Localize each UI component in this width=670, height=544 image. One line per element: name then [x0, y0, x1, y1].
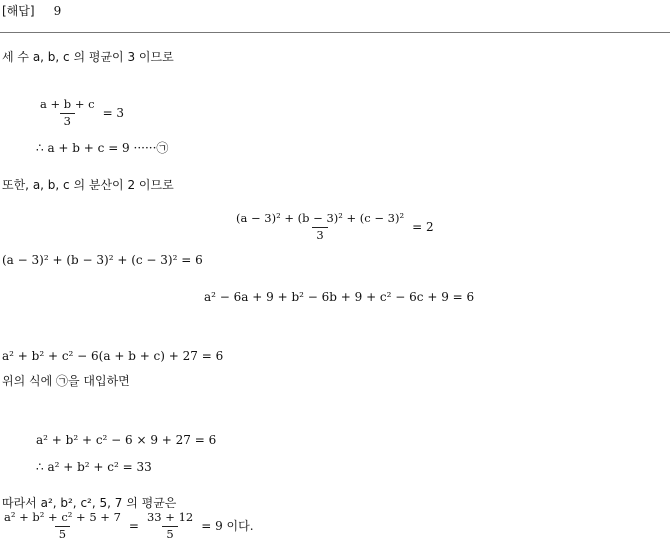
sum-of-squares-result: ∴ a² + b² + c² = 33 [36, 460, 152, 474]
mean-rhs: = 3 [102, 106, 125, 120]
intro-final-text: 따라서 a², b², c², 5, 7 의 평균은 [2, 496, 177, 510]
variance-equation [232, 213, 434, 241]
final-tail: = 9 이다. [201, 519, 254, 533]
mean-equation [36, 99, 124, 127]
sum-equation: ∴ a + b + c = 9 ······㉠ [36, 141, 169, 155]
final-equals: = [128, 519, 139, 533]
mean-denominator: 3 [60, 113, 75, 128]
final-denominator-2: 5 [162, 526, 177, 541]
variance-rhs: = 2 [412, 220, 434, 234]
final-fraction-1 [0, 512, 125, 540]
divider [0, 32, 670, 33]
squared-sum-equation: (a − 3)² + (b − 3)² + (c − 3)² = 6 [2, 253, 203, 267]
final-fraction-2 [143, 512, 197, 540]
mean-fraction [36, 99, 99, 127]
variance-denominator: 3 [312, 227, 327, 242]
substituted-equation: a² + b² + c² − 6 × 9 + 27 = 6 [36, 433, 217, 447]
intro-variance-text: 또한, a, b, c 의 분산이 2 이므로 [2, 178, 174, 192]
variance-numerator: (a − 3)² + (b − 3)² + (c − 3)² [236, 211, 405, 225]
expanded-equation: a² − 6a + 9 + b² − 6b + 9 + c² − 6c + 9 = 6 [204, 290, 475, 304]
final-equation [0, 512, 254, 540]
intro-mean-text: 세 수 a, b, c 의 평균이 3 이므로 [2, 50, 174, 64]
variance-fraction [232, 213, 408, 241]
mean-numerator: a + b + c [40, 97, 95, 111]
answer-value: 9 [53, 4, 62, 18]
answer-header [2, 2, 61, 18]
final-denominator-1: 5 [55, 526, 70, 541]
final-numerator-1: a² + b² + c² + 5 + 7 [4, 510, 121, 524]
answer-label: [해답] [2, 4, 35, 18]
substitution-text: 위의 식에 ㉠을 대입하면 [2, 374, 130, 388]
grouped-equation: a² + b² + c² − 6(a + b + c) + 27 = 6 [2, 349, 224, 363]
final-numerator-2: 33 + 12 [146, 510, 194, 524]
